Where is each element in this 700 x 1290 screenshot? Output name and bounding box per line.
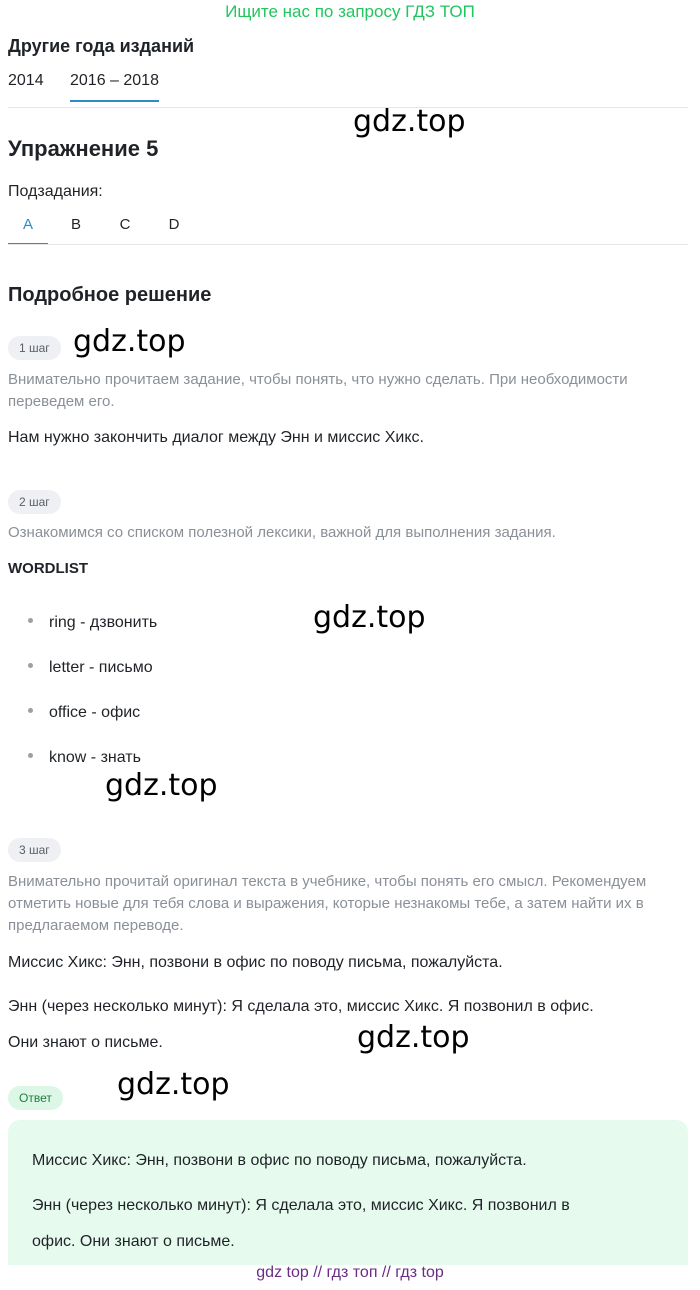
step-badge-1: 1 шаг <box>8 336 61 360</box>
answer-line-2: Энн (через несколько минут): Я сделала это, миссис Хикс. Я позвонил в <box>32 1197 570 1214</box>
divider <box>8 107 688 108</box>
wordlist-title: WORDLIST <box>8 560 88 577</box>
edition-tab-2014[interactable]: 2014 <box>8 72 44 89</box>
step2-hint: Ознакомимся со списком полезной лексики, важной для выполнения задания. <box>8 524 556 541</box>
editions-heading: Другие года изданий <box>8 36 195 56</box>
word-entry: office - офис <box>49 704 141 721</box>
answer-badge: Ответ <box>8 1086 63 1110</box>
bullet-icon <box>28 753 33 758</box>
watermark: gdz.top <box>73 324 186 359</box>
subtask-tab-d[interactable]: D <box>168 216 180 233</box>
subtasks-label: Подзадания: <box>8 183 103 200</box>
word-entry: letter - письмо <box>49 659 153 676</box>
list-item <box>28 749 141 767</box>
footer-links[interactable]: gdz top // гдз топ // гдз top <box>256 1264 444 1281</box>
subtask-tab-b[interactable]: B <box>70 216 81 233</box>
word-entry: ring - дзвонить <box>49 614 158 631</box>
bullet-icon <box>28 618 33 623</box>
subtask-tab-c[interactable]: C <box>119 216 131 233</box>
answer-line-3: офис. Они знают о письме. <box>32 1233 235 1250</box>
subtask-tab-a[interactable]: A <box>8 216 48 245</box>
list-item <box>28 614 157 632</box>
watermark: gdz.top <box>353 104 466 139</box>
bullet-icon <box>28 708 33 713</box>
watermark: gdz.top <box>357 1020 470 1055</box>
edition-tab-2016-2018[interactable]: 2016 – 2018 <box>70 72 159 102</box>
list-item <box>28 704 140 722</box>
answer-box <box>8 1120 688 1265</box>
step3-line-3: Они знают о письме. <box>8 1034 163 1051</box>
step3-line-1: Миссис Хикс: Энн, позвони в офис по поводу письма, пожалуйста. <box>8 954 503 971</box>
step1-text: Нам нужно закончить диалог между Энн и миссис Хикс. <box>8 429 424 446</box>
step-badge-2: 2 шаг <box>8 490 61 514</box>
answer-line-1: Миссис Хикс: Энн, позвони в офис по поводу письма, пожалуйста. <box>32 1152 527 1169</box>
word-entry: know - знать <box>49 749 141 766</box>
step3-hint: Внимательно прочитай оригинал текста в учебнике, чтобы понять его смысл. Рекомендуем отметить новые для тебя слова и выражения, которые незнакомы тебе, а затем найти их в предлагаемом переводе. <box>8 873 647 934</box>
solution-heading: Подробное решение <box>8 284 212 306</box>
step-badge-3: 3 шаг <box>8 838 61 862</box>
divider <box>8 244 688 245</box>
promo-banner[interactable]: Ищите нас по запросу ГДЗ ТОП <box>225 2 475 21</box>
watermark: gdz.top <box>117 1067 230 1102</box>
list-item <box>28 659 153 677</box>
exercise-title: Упражнение 5 <box>8 136 159 161</box>
step3-line-2: Энн (через несколько минут): Я сделала это, миссис Хикс. Я позвонил в офис. <box>8 998 594 1015</box>
bullet-icon <box>28 663 33 668</box>
watermark: gdz.top <box>313 600 426 635</box>
watermark: gdz.top <box>105 768 218 803</box>
step1-hint: Внимательно прочитаем задание, чтобы понять, что нужно сделать. При необходимости переведем его. <box>8 371 628 410</box>
